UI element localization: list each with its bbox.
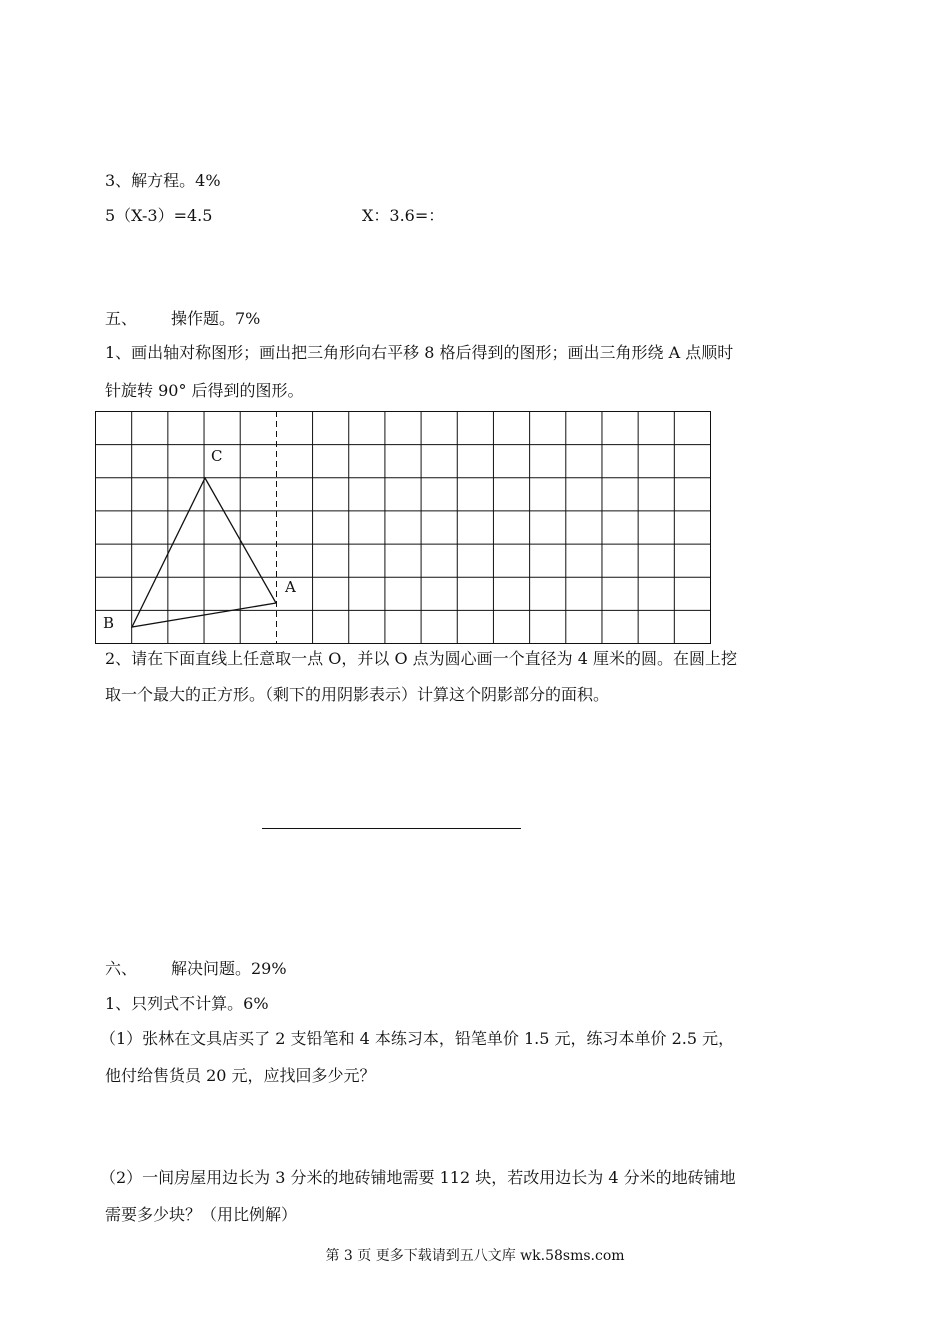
problem-1-line-1: （1）张林在文具店买了 2 支铅笔和 4 本练习本，铅笔单价 1.5 元，练习本单价 2.5 元， — [100, 1029, 735, 1048]
section-6-title: 解决问题。29% — [171, 959, 287, 978]
q2-text-line-1: 2、请在下面直线上任意取一点 O，并以 O 点为圆心画一个直径为 4 厘米的圆。在圆上挖 — [105, 649, 738, 668]
s6-q1-title: 1、只列式不计算。6% — [105, 994, 269, 1013]
q2-text-line-2: 取一个最大的正方形。（剩下的用阴影表示）计算这个阴影部分的面积。 — [105, 685, 610, 704]
q3-title: 3、解方程。4% — [105, 171, 221, 190]
problem-1-line-2: 他付给售货员 20 元，应找回多少元？ — [105, 1066, 376, 1085]
q1-text-line-2: 针旋转 90° 后得到的图形。 — [105, 381, 304, 400]
point-c-label: C — [211, 447, 223, 465]
grid-lines — [95, 411, 711, 644]
equation-1: 5（X-3）=4.5 — [105, 206, 213, 225]
section-5-title: 操作题。7% — [171, 309, 261, 328]
equation-2: X：3.6=： — [362, 206, 445, 225]
page-footer: 第 3 页 更多下载请到五八文库 wk.58sms.com — [325, 1248, 625, 1264]
point-a-label: A — [285, 578, 296, 596]
problem-2-line-1: （2）一间房屋用边长为 3 分米的地砖铺地需要 112 块，若改用边长为 4 分米的地砖铺地 — [100, 1168, 736, 1187]
point-b-label: B — [103, 614, 115, 632]
drawing-grid — [95, 411, 711, 644]
drawing-line — [262, 828, 521, 829]
section-5-number: 五、 — [105, 309, 138, 328]
section-6-number: 六、 — [105, 959, 138, 978]
problem-2-line-2: 需要多少块？（用比例解） — [105, 1205, 298, 1224]
q1-text-line-1: 1、画出轴对称图形；画出把三角形向右平移 8 格后得到的图形；画出三角形绕 A 点顺时 — [105, 343, 734, 362]
